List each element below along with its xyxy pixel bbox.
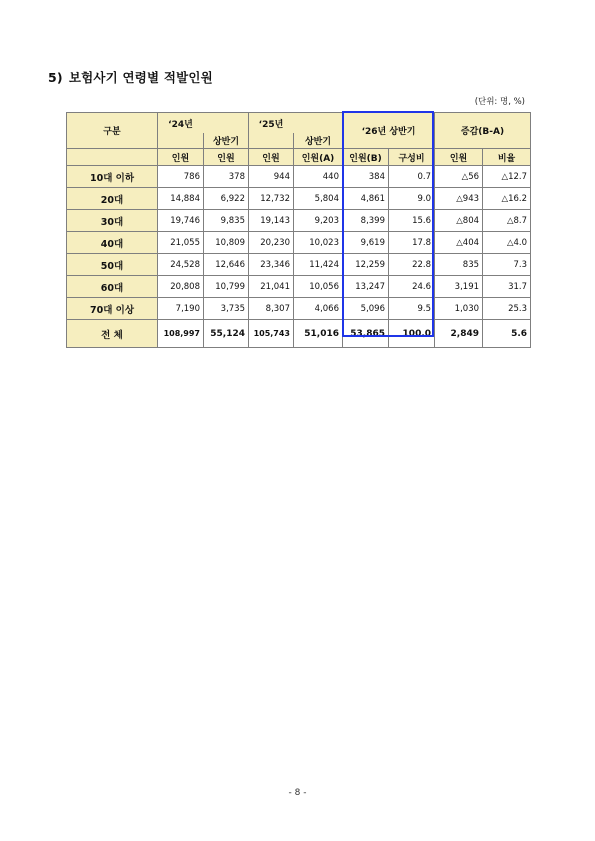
total-2025-half-people: 51,016 <box>294 320 343 348</box>
header-row-1 <box>67 113 531 133</box>
cell-2024-people: 21,055 <box>158 232 204 254</box>
cell-2025-half-people: 10,056 <box>294 276 343 298</box>
header-change: 증감(B-A) <box>435 113 531 149</box>
table-row <box>67 188 531 210</box>
total-2024-half-people: 55,124 <box>204 320 249 348</box>
cell-2026-ratio: 17.8 <box>389 232 435 254</box>
cell-2026-ratio: 24.6 <box>389 276 435 298</box>
cell-2026-half-people: 13,247 <box>343 276 389 298</box>
row-label: 10대 이하 <box>67 166 158 188</box>
age-stats-table-wrapper <box>66 112 530 348</box>
cell-2026-ratio: 22.8 <box>389 254 435 276</box>
header-sub-people-1: 인원 <box>158 149 204 166</box>
cell-change-rate: 7.3 <box>483 254 531 276</box>
table-row <box>67 276 531 298</box>
cell-change-people: △404 <box>435 232 483 254</box>
cell-2024-people: 14,884 <box>158 188 204 210</box>
cell-change-people: 3,191 <box>435 276 483 298</box>
header-2024: ‘24년 <box>158 113 204 149</box>
cell-2024-half-people: 378 <box>204 166 249 188</box>
header-sub-people-change: 인원 <box>435 149 483 166</box>
section-number: 5) <box>48 70 63 85</box>
table-row <box>67 232 531 254</box>
cell-change-people: △804 <box>435 210 483 232</box>
age-stats-table <box>66 112 531 348</box>
cell-2025-half-people: 9,203 <box>294 210 343 232</box>
row-label: 50대 <box>67 254 158 276</box>
cell-2024-half-people: 9,835 <box>204 210 249 232</box>
row-label: 20대 <box>67 188 158 210</box>
row-label: 60대 <box>67 276 158 298</box>
cell-2024-half-people: 10,809 <box>204 232 249 254</box>
cell-2026-half-people: 384 <box>343 166 389 188</box>
cell-2026-half-people: 5,096 <box>343 298 389 320</box>
cell-2025-half-people: 4,066 <box>294 298 343 320</box>
header-category-sub <box>67 149 158 166</box>
total-2026-ratio: 100.0 <box>389 320 435 348</box>
cell-change-people: 835 <box>435 254 483 276</box>
cell-2026-half-people: 8,399 <box>343 210 389 232</box>
header-row-3 <box>67 149 531 166</box>
cell-2024-people: 19,746 <box>158 210 204 232</box>
table-row <box>67 210 531 232</box>
cell-2024-people: 20,808 <box>158 276 204 298</box>
header-category: 구분 <box>67 113 158 149</box>
cell-2024-half-people: 12,646 <box>204 254 249 276</box>
cell-2024-half-people: 3,735 <box>204 298 249 320</box>
total-2024-people: 108,997 <box>158 320 204 348</box>
cell-2025-people: 21,041 <box>249 276 294 298</box>
cell-change-rate: △16.2 <box>483 188 531 210</box>
cell-2026-ratio: 9.0 <box>389 188 435 210</box>
cell-2024-half-people: 6,922 <box>204 188 249 210</box>
cell-2025-half-people: 440 <box>294 166 343 188</box>
cell-2026-ratio: 9.5 <box>389 298 435 320</box>
cell-2025-people: 19,143 <box>249 210 294 232</box>
cell-2024-people: 7,190 <box>158 298 204 320</box>
header-2024-blank <box>204 113 249 133</box>
cell-2025-people: 8,307 <box>249 298 294 320</box>
cell-2024-half-people: 10,799 <box>204 276 249 298</box>
cell-2026-ratio: 15.6 <box>389 210 435 232</box>
total-row <box>67 320 531 348</box>
total-label: 전 체 <box>67 320 158 348</box>
cell-change-rate: 25.3 <box>483 298 531 320</box>
cell-change-rate: 31.7 <box>483 276 531 298</box>
cell-2025-people: 944 <box>249 166 294 188</box>
cell-change-people: △56 <box>435 166 483 188</box>
cell-2025-people: 23,346 <box>249 254 294 276</box>
header-sub-people-2: 인원 <box>204 149 249 166</box>
total-2025-people: 105,743 <box>249 320 294 348</box>
total-change-people: 2,849 <box>435 320 483 348</box>
cell-2024-people: 786 <box>158 166 204 188</box>
section-title-text: 보험사기 연령별 적발인원 <box>68 70 213 85</box>
cell-2026-half-people: 9,619 <box>343 232 389 254</box>
cell-change-rate: △4.0 <box>483 232 531 254</box>
header-sub-people-b: 인원(B) <box>343 149 389 166</box>
header-sub-rate: 비율 <box>483 149 531 166</box>
cell-change-people: △943 <box>435 188 483 210</box>
header-sub-people-a: 인원(A) <box>294 149 343 166</box>
cell-2025-half-people: 5,804 <box>294 188 343 210</box>
header-sub-people-3: 인원 <box>249 149 294 166</box>
cell-2025-people: 20,230 <box>249 232 294 254</box>
header-sub-ratio: 구성비 <box>389 149 435 166</box>
section-title <box>48 68 213 86</box>
header-2026-half: ‘26년 상반기 <box>343 113 435 149</box>
table-row <box>67 254 531 276</box>
page-number: - 8 - <box>288 788 307 798</box>
cell-2024-people: 24,528 <box>158 254 204 276</box>
table-row <box>67 166 531 188</box>
cell-2026-half-people: 4,861 <box>343 188 389 210</box>
cell-2026-ratio: 0.7 <box>389 166 435 188</box>
table-row <box>67 298 531 320</box>
cell-change-rate: △8.7 <box>483 210 531 232</box>
row-label: 30대 <box>67 210 158 232</box>
cell-2025-people: 12,732 <box>249 188 294 210</box>
total-2026-half-people: 53,865 <box>343 320 389 348</box>
total-change-rate: 5.6 <box>483 320 531 348</box>
unit-note: (단위: 명, %) <box>474 97 525 107</box>
cell-change-people: 1,030 <box>435 298 483 320</box>
cell-2026-half-people: 12,259 <box>343 254 389 276</box>
header-2025-half: 상반기 <box>294 133 343 149</box>
cell-change-rate: △12.7 <box>483 166 531 188</box>
header-2024-half: 상반기 <box>204 133 249 149</box>
cell-2025-half-people: 10,023 <box>294 232 343 254</box>
row-label: 40대 <box>67 232 158 254</box>
header-2025: ‘25년 <box>249 113 294 149</box>
header-2025-blank <box>294 113 343 133</box>
row-label: 70대 이상 <box>67 298 158 320</box>
cell-2025-half-people: 11,424 <box>294 254 343 276</box>
